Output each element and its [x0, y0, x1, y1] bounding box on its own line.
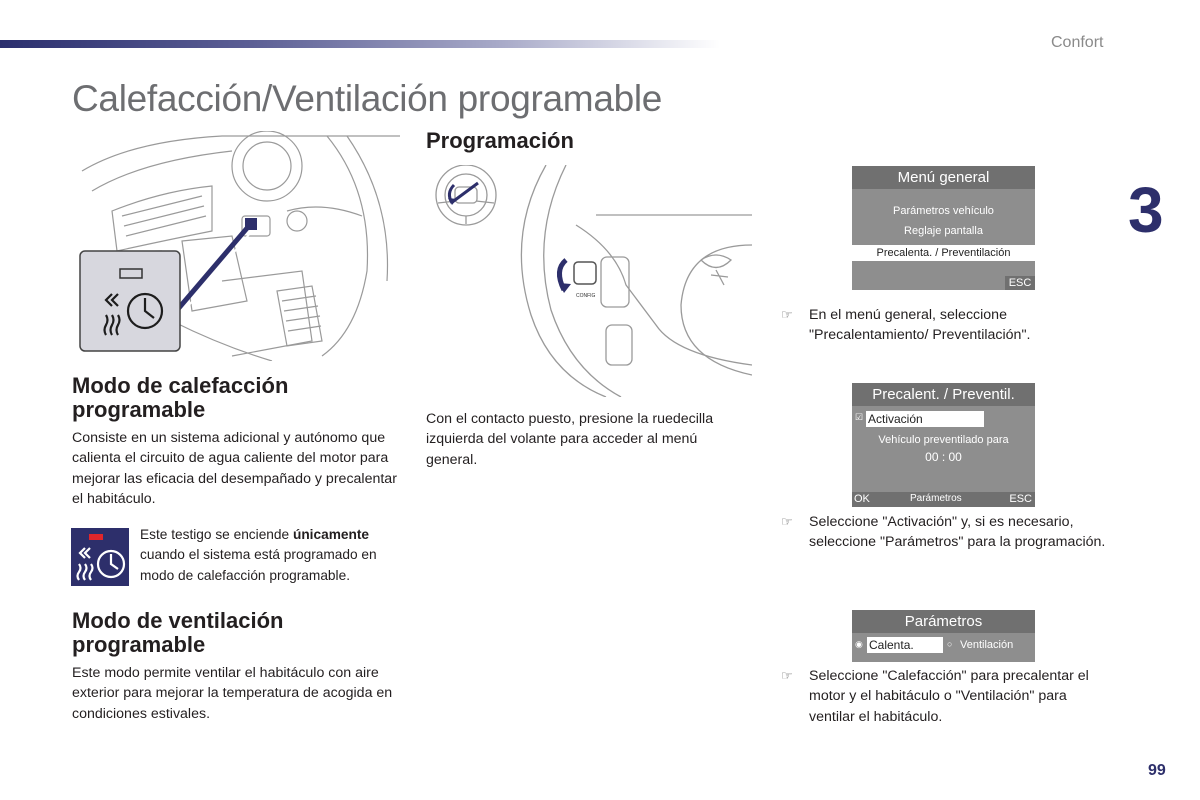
header-gradient-bar: [0, 40, 720, 48]
activation-option[interactable]: Activación: [866, 411, 984, 427]
menu-esc-button[interactable]: ESC: [1005, 276, 1035, 290]
page-title: Calefacción/Ventilación programable: [72, 78, 663, 119]
ventilation-mode-text: Este modo permite ventilar el habitáculo con aire exterior para mejorar la temperatura de acogida en condiciones estivales.: [72, 665, 393, 722]
pointing-hand-icon: ☞: [781, 307, 793, 322]
preheat-time: 00 : 00: [925, 450, 962, 464]
instruction-2: [781, 512, 1109, 553]
chapter-number: 3: [1128, 174, 1164, 246]
dashboard-drawing: [72, 131, 400, 361]
heating-mode-heading: Modo de calefacción programable: [72, 373, 289, 422]
radio-selected-icon: ◉: [855, 639, 863, 649]
warning-text-before: Este testigo se enciende: [140, 527, 293, 542]
menu-item-vehicle-params[interactable]: Parámetros vehículo: [893, 205, 994, 217]
steering-wheel-drawing: [426, 165, 752, 397]
parameters-button[interactable]: Parámetros: [910, 493, 962, 504]
ventilation-option[interactable]: Ventilación: [960, 639, 1014, 651]
page-number: 99: [1148, 762, 1166, 779]
parameters-screen: [852, 610, 1035, 662]
instruction-1: [781, 305, 1109, 346]
warning-indicator-text: [140, 525, 410, 586]
preheat-screen: [852, 383, 1035, 507]
steering-wheel-illustration: [426, 165, 752, 397]
programming-heading: Programación: [426, 128, 574, 153]
programming-text: Con el contacto puesto, presione la ruedecilla izquierda del volante para acceder al menú general.: [426, 411, 714, 468]
instruction-3-text: Seleccione "Calefacción" para precalentar el motor y el habitáculo o "Ventilación" para ventilar el habitáculo.: [809, 668, 1089, 725]
instruction-2-text: Seleccione "Activación" y, si es necesario, seleccione "Parámetros" para la programación.: [809, 514, 1106, 551]
preventilated-line: Vehículo preventilado para: [878, 434, 1009, 446]
radio-unselected-icon: ○: [947, 639, 953, 649]
warning-text-emphasis: únicamente: [292, 527, 370, 542]
preheat-esc-button[interactable]: ESC: [1009, 493, 1032, 505]
warning-text-after: cuando el sistema está programado en modo de calefacción programable.: [140, 547, 377, 583]
parameters-screen-title: Parámetros: [852, 610, 1035, 633]
instruction-1-text: En el menú general, seleccione "Precalentamiento/ Preventilación".: [809, 307, 1031, 344]
section-label: Confort: [1051, 34, 1104, 51]
config-label: CONFIG: [576, 293, 596, 299]
instruction-3: [781, 666, 1109, 727]
heat-option[interactable]: Calenta.: [867, 637, 943, 653]
menu-item-display-settings[interactable]: Reglaje pantalla: [904, 225, 983, 237]
general-menu-screen: [852, 166, 1035, 290]
pointing-hand-icon: ☞: [781, 514, 793, 529]
ok-button[interactable]: OK: [854, 493, 870, 505]
general-menu-title: Menú general: [852, 166, 1035, 189]
dashboard-illustration: [72, 131, 400, 361]
menu-item-preheat-preventilation[interactable]: Precalenta. / Preventilación: [852, 245, 1035, 261]
pointing-hand-icon: ☞: [781, 668, 793, 683]
ventilation-mode-heading: Modo de ventilación programable: [72, 608, 284, 657]
preheat-screen-title: Precalent. / Preventil.: [852, 383, 1035, 406]
heating-mode-text: Consiste en un sistema adicional y autónomo que calienta el circuito de agua caliente del motor para mejorar las eficacia del desempañado y precalentar el habitáculo.: [72, 430, 397, 507]
programmable-heating-warning-icon: [71, 528, 129, 586]
checkbox-icon: ☑: [855, 412, 864, 422]
